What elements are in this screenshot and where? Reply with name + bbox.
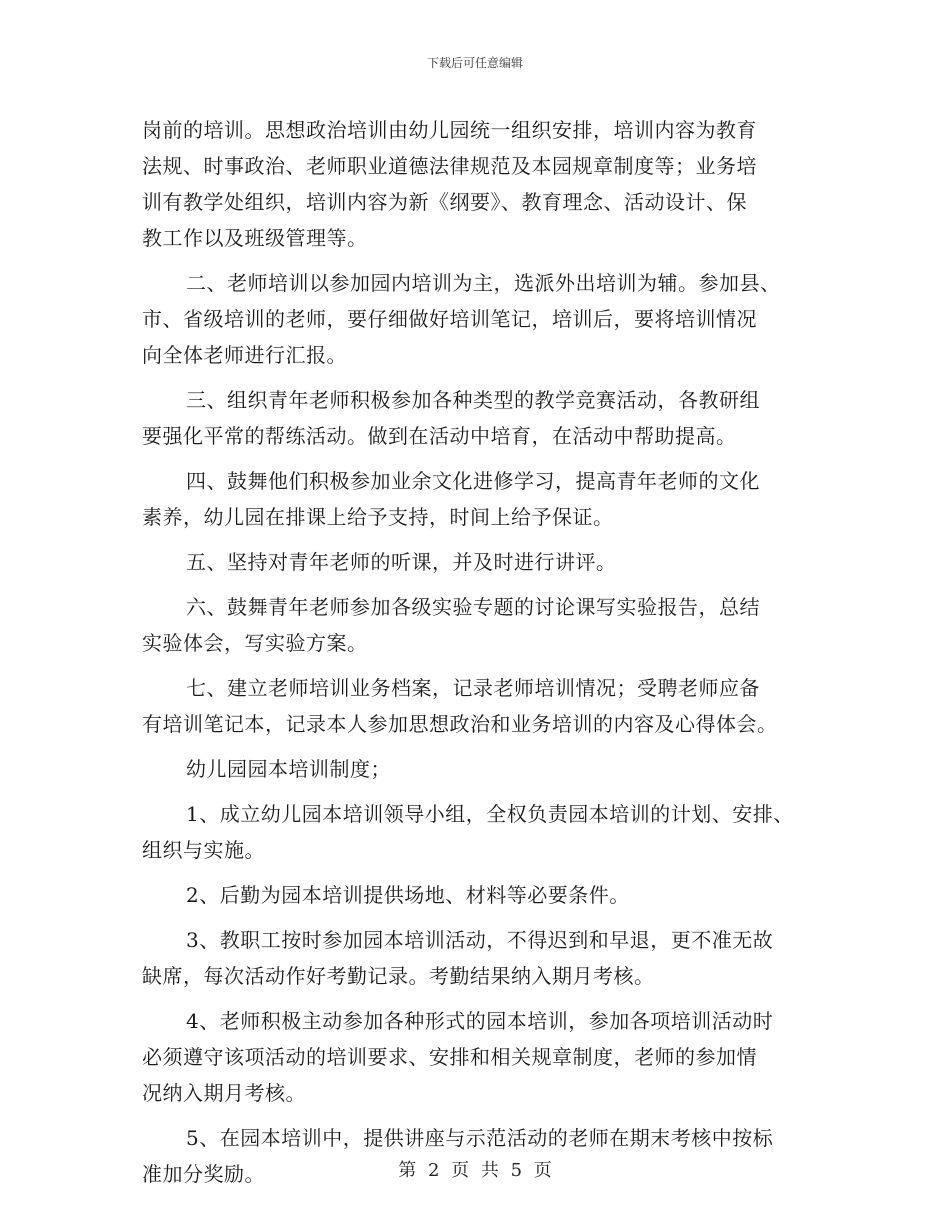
text-line: 缺席，每次活动作好考勤记录。考勤结果纳入期月考核。 <box>142 964 655 988</box>
text-line: 七、建立老师培训业务档案，记录老师培训情况；受聘老师应备 <box>186 676 760 700</box>
text-line: 岗前的培训。思想政治培训由幼儿园统一组织安排，培训内容为教育 <box>142 118 757 142</box>
paragraph <box>142 463 832 535</box>
text-line: 三、组织青年老师积极参加各种类型的教学竞赛活动，各教研组 <box>186 388 760 412</box>
text-line: 5、在园本培训中，提供讲座与示范活动的老师在期末考核中按标 <box>186 1126 774 1150</box>
page-number: 第 2 页 共 5 页 <box>398 1160 552 1181</box>
paragraph <box>142 265 832 373</box>
paragraph <box>142 112 832 256</box>
text-line: 组织与实施。 <box>142 838 265 862</box>
text-line: 法规、时事政治、老师职业道德法律规范及本园规章制度等；业务培 <box>142 154 757 178</box>
text-line: 教工作以及班级管理等。 <box>142 226 368 250</box>
text-line: 实验体会，写实验方案。 <box>142 631 368 655</box>
document-body <box>142 112 832 1192</box>
paragraph <box>142 796 832 868</box>
text-line: 二、老师培训以参加园内培训为主，选派外出培训为辅。参加县、 <box>186 271 781 295</box>
text-line: 四、鼓舞他们积极参加业余文化进修学习，提高青年老师的文化 <box>186 469 760 493</box>
text-line: 2、后勤为园本培训提供场地、材料等必要条件。 <box>186 883 630 907</box>
text-line: 训有教学处组织，培训内容为新《纲要》、教育理念、活动设计、保 <box>142 190 747 214</box>
text-line: 五、坚持对青年老师的听课，并及时进行讲评。 <box>186 550 617 574</box>
text-line: 要强化平常的帮练活动。做到在活动中培育，在活动中帮助提高。 <box>142 424 737 448</box>
text-line: 向全体老师进行汇报。 <box>142 343 347 367</box>
text-line: 六、鼓舞青年老师参加各级实验专题的讨论课写实验报告，总结 <box>186 595 760 619</box>
text-line: 1、成立幼儿园本培训领导小组，全权负责园本培训的计划、安排、 <box>186 802 794 826</box>
paragraph <box>142 877 832 913</box>
text-line: 幼儿园园本培训制度； <box>186 757 391 781</box>
text-line: 3、教职工按时参加园本培训活动，不得迟到和早退，更不准无故 <box>186 928 774 952</box>
paragraph <box>142 1003 832 1111</box>
text-line: 况纳入期月考核。 <box>142 1081 306 1105</box>
paragraph <box>142 922 832 994</box>
page-header: 下载后可任意编辑 <box>426 56 523 70</box>
text-line: 有培训笔记本，记录本人参加思想政治和业务培训的内容及心得体会。 <box>142 712 778 736</box>
text-line: 市、省级培训的老师，要仔细做好培训笔记，培训后，要将培训情况 <box>142 307 757 331</box>
paragraph <box>142 670 832 742</box>
paragraph <box>142 751 832 787</box>
text-line: 必须遵守该项活动的培训要求、安排和相关规章制度，老师的参加情 <box>142 1045 757 1069</box>
paragraph <box>142 382 832 454</box>
text-line: 素养，幼儿园在排课上给予支持，时间上给予保证。 <box>142 505 614 529</box>
text-line: 准加分奖励。 <box>142 1162 265 1186</box>
text-line: 4、老师积极主动参加各种形式的园本培训，参加各项培训活动时 <box>186 1009 774 1033</box>
paragraph <box>142 544 832 580</box>
paragraph <box>142 589 832 661</box>
